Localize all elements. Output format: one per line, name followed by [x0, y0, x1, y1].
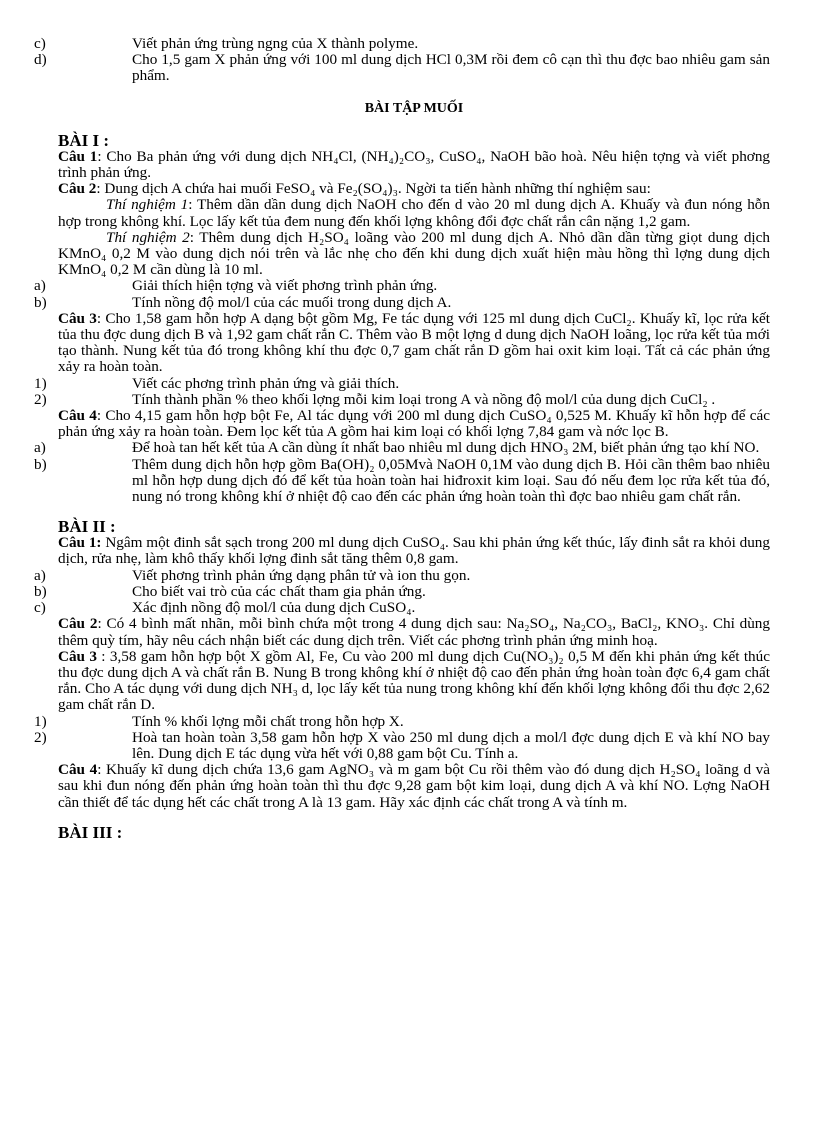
document-page	[34, 35, 771, 842]
bai-heading: BÀI I :	[58, 130, 110, 150]
list-item: b) Cho biết vai trò của các chất tham gia phản ứng.	[34, 582, 426, 600]
list-item: b) Thêm dung dịch hỗn hợp gồm Ba(OH)₂ 0,05Mvà NaOH 0,1M vào dung dịch B. Hỏi cần thêm bao nhiêu ml hỗn hợp dung dịch đó để kết tủa hoàn toàn hai hiđroxit kim loại. Sau đó nếu đem lọc rửa kết tủa đó, nung nó trong không khí ở nhiệt độ cao đến các phản ứng hoàn toàn thì đợc bao nhiêu gam chất rắn.	[34, 455, 770, 506]
list-item: a) Viết phơng trình phản ứng dạng phân tử và ion thu gọn.	[34, 566, 471, 584]
experiment-2: Thí nghiệm 2: Thêm dung dịch H₂SO₄ loãng vào 200 ml dung dịch A. Nhỏ dần dần từng giọt dung dịch KMnO₄ 0,2 M vào dung dịch nói trên và lắc nhẹ cho đến khi dung dịch xuất hiện màu hồng thì lợng dung dịch KMnO₄ 0,2 M cần dùng là 10 ml.	[58, 228, 770, 279]
experiment-1: Thí nghiệm 1: Thêm dần dần dung dịch NaOH cho đến d vào 20 ml dung dịch A. Khuấy và đun nóng hỗn hợp trong không khí. Lọc lấy kết tủa đem nung đến khối lợng không đổi đợc chất rắn cân nặng 1,2 gam.	[58, 196, 770, 230]
question-2: Câu 2: Dung dịch A chứa hai muối FeSO₄ và Fe₂(SO₄)₃. Ngời ta tiến hành những thí nghiệm sau:	[58, 180, 651, 198]
question-4: Câu 4: Cho 4,15 gam hỗn hợp bột Fe, Al tác dụng với 200 ml dung dịch CuSO₄ 0,525 M. Khuấy kĩ hỗn hợp để các phản ứng xảy ra hoàn toàn. Đem lọc kết tủa A gồm hai kim loại có khối lợng 7,84 gam và nớc lọc B.	[58, 407, 770, 441]
question-3: Câu 3 : 3,58 gam hỗn hợp bột X gồm Al, Fe, Cu vào 200 ml dung dịch Cu(NO₃)₂ 0,5 M đến khi phản ứng kết thúc thu đợc dung dịch A và chất rắn B. Nung B trong không khí ở nhiệt độ cao đến phản ứng hoàn toàn đợc 6,4 gam chất rắn. Cho A tác dụng với dung dịch NH₃ d, lọc lấy kết tủa nung trong không khí đến khối lợng không đổi thu đợc 2,62 gam chất rắn D.	[58, 647, 770, 714]
bai-heading: BÀI II :	[58, 517, 116, 537]
list-item: 2) Hoà tan hoàn toàn 3,58 gam hỗn hợp X vào 250 ml dung dịch a mol/l đợc dung dịch E và khí NO bay lên. Dung dịch E tác dụng vừa hết với 0,88 gam bột Cu. Tính a.	[34, 728, 770, 762]
question-1: Câu 1: Cho Ba phản ứng với dung dịch NH₄Cl, (NH₄)₂CO₃, CuSO₄, NaOH bão hoà. Nêu hiện tợng và viết phơng trình phản ứng.	[58, 147, 771, 182]
list-item: 1) Tính % khối lợng mỗi chất trong hỗn hợp X.	[34, 712, 404, 730]
list-item: 2) Tính thành phần % theo khối lợng mỗi kim loại trong A và nồng độ mol/l của dung dịch CuCl₂ .	[34, 390, 716, 408]
list-item: d) Cho 1,5 gam X phản ứng với 100 ml dung dịch HCl 0,3M rồi đem cô cạn thì thu đợc bao nhiêu gam sản phẩm.	[34, 51, 770, 85]
question-2: Câu 2: Có 4 bình mất nhãn, mỗi bình chứa một trong 4 dung dịch sau: Na₂SO₄, Na₂CO₃, BaCl₂, KNO₃. Chỉ dùng thêm quỳ tím, hãy nêu cách nhận biết các dung dịch trên. Viết các phơng trình phản ứng minh hoạ.	[58, 615, 770, 649]
list-item: b) Tính nồng độ mol/l của các muối trong dung dịch A.	[34, 293, 452, 311]
section-title: BÀI TẬP MUỐI	[364, 100, 464, 116]
list-item: a) Để hoà tan hết kết tủa A cần dùng ít nhất bao nhiêu ml dung dịch HNO₃ 2M, biết phản ứng tạo khí NO.	[34, 439, 760, 457]
list-item: a) Giải thích hiện tợng và viết phơng trình phản ứng.	[34, 277, 438, 295]
question-4: Câu 4: Khuấy kĩ dung dịch chứa 13,6 gam AgNO₃ và m gam bột Cu rồi thêm vào đó dung dịch H₂SO₄ loãng d và sau khi đun nóng đến phản ứng hoàn toàn thì thu đợc 9,28 gam bột kim loại, dung dịch A và khí NO. Lợng NaOH cần thiết để tác dụng hết các chất trong A là 13 gam. Hãy xác định các chất trong A và tính m.	[58, 761, 770, 811]
question-1: Câu 1: Ngâm một đinh sắt sạch trong 200 ml dung dịch CuSO₄. Sau khi phản ứng kết thúc, lấy đinh sắt ra khỏi dung dịch, rửa nhẹ, làm khô thấy khối lợng đinh sắt tăng thêm 0,8 gam.	[58, 534, 770, 568]
list-item: 1) Viết các phơng trình phản ứng và giải thích.	[34, 374, 400, 392]
question-3: Câu 3: Cho 1,58 gam hỗn hợp A dạng bột gồm Mg, Fe tác dụng với 125 ml dung dịch CuCl₂. Khuấy kĩ, lọc rửa kết tủa thu đợc dung dịch B và 1,92 gam chất rắn C. Thêm vào B một lợng d dung dịch NaOH loãng, lọc rửa kết tủa mới tạo thành. Nung kết tủa đó trong không khí thu đợc 0,7 gam chất rắn D gồm hai oxit kim loại. Tất cả các phản ứng xảy ra hoàn toàn.	[58, 309, 770, 376]
bai-heading: BÀI III :	[58, 822, 123, 842]
list-item: c) Viết phản ứng trùng ngng của X thành polyme.	[34, 35, 419, 52]
list-item: c) Xác định nồng độ mol/l của dung dịch CuSO₄.	[34, 599, 416, 617]
